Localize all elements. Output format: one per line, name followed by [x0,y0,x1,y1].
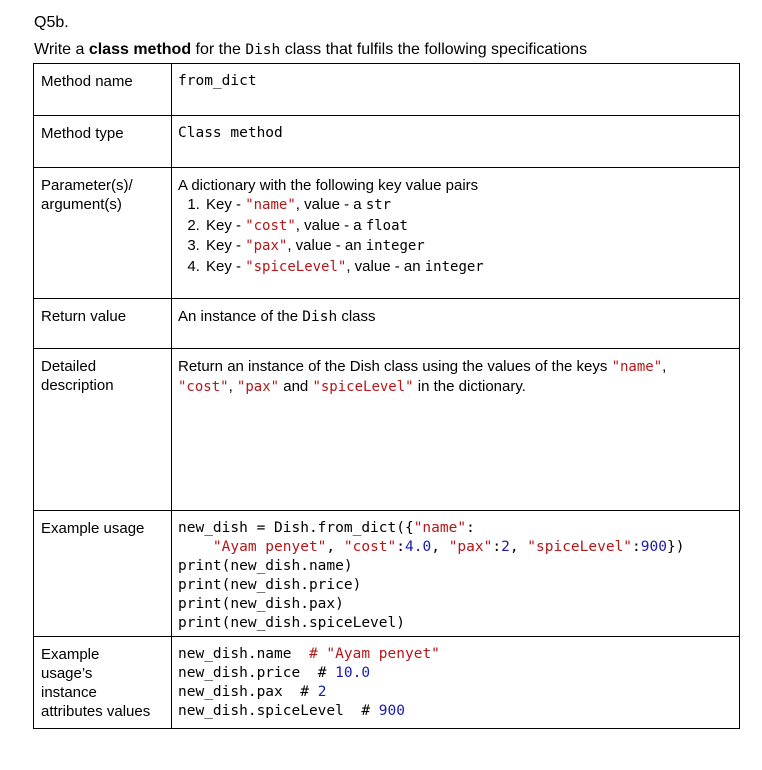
code-string: "pax" [448,539,493,555]
param-type: integer [424,258,484,275]
params-list [178,195,739,277]
code-line [178,645,739,664]
code-line: print(new_dish.spiceLevel) [178,615,405,631]
code-comment-hash: # [300,684,318,700]
detailed-text-part: in the dictionary. [413,378,526,395]
code-number: 2 [317,684,327,700]
param-type: str [365,197,392,213]
param-type: integer [365,238,425,254]
example-values-label-line: instance [41,684,97,701]
params-item [204,216,739,237]
example-values-code [172,637,739,721]
intro-text: for the [191,41,246,58]
code-token: new_dish.name [178,646,309,662]
code-token: new_dish.pax [178,684,301,700]
params-value [172,168,739,277]
code-comment: # "Ayam penyet" [308,646,440,662]
example-values-label-line: Example [41,646,100,663]
question-instruction [34,41,587,59]
method-name-value: from_dict [178,73,257,89]
method-type-label: Method type [41,125,124,142]
example-values-label-line: attributes values [41,703,151,720]
row-example-usage [34,511,740,637]
param-key: "name" [245,197,296,213]
method-name-label: Method name [41,73,133,90]
return-value-text [172,299,739,327]
detailed-label-line: Detailed [41,358,97,375]
key-prefix: Key - [206,237,246,254]
row-method-type [34,116,740,168]
code-token: , [431,539,449,555]
params-item [204,195,739,216]
detailed-label [34,349,171,395]
return-value-label: Return value [41,308,127,325]
code-string: "name" [413,520,467,536]
code-number: 2 [501,539,510,555]
code-comment-hash: # [361,703,379,719]
intro-class-name: Dish [245,42,281,58]
code-number: 900 [378,703,405,719]
param-type: float [365,217,408,234]
method-type-value: Class method [178,125,283,141]
detailed-text-part: , [662,358,667,375]
row-detailed-description [34,349,740,511]
detailed-key: "spiceLevel" [312,379,414,395]
detailed-text-part: , [228,378,237,395]
key-prefix: Key - [206,196,246,213]
code-token: }) [666,539,685,555]
row-return-value [34,299,740,349]
row-method-name [34,64,740,116]
detailed-text-part: Return an instance of the Dish class using the values of the keys [178,358,612,375]
code-line [178,664,739,683]
return-text: class [337,308,376,325]
code-token: , [326,539,344,555]
row-parameters [34,168,740,299]
detailed-label-line: description [41,377,114,394]
example-values-label [34,637,171,721]
code-token: , [509,539,528,555]
code-line [178,702,739,721]
question-label: Q5b. [34,14,69,31]
params-label-line: argument(s) [41,196,122,213]
param-desc: , value - an [346,257,425,275]
code-string: "spiceLevel" [527,539,633,555]
return-class-name: Dish [302,309,338,325]
code-token: new_dish = Dish.from_dict({ [178,520,414,536]
params-item [204,257,739,278]
code-line: print(new_dish.price) [178,577,362,593]
return-text: An instance of the [178,308,303,325]
code-string: "Ayam penyet" [212,539,327,555]
intro-text: Write a [34,41,89,58]
code-token: : [632,539,641,555]
code-number: 4.0 [405,539,432,555]
params-label [34,168,171,214]
intro-bold: class method [88,41,192,58]
code-token: : [466,520,475,536]
code-token: : [492,539,502,555]
example-values-label-line: usage’s [41,665,93,682]
example-usage-label: Example usage [41,520,145,537]
param-desc: , value - a [295,216,366,234]
code-number: 900 [640,539,667,555]
param-key: "pax" [245,238,288,254]
key-prefix: Key - [206,257,246,275]
detailed-key: "name" [611,359,663,375]
params-intro: A dictionary with the following key value pairs [178,177,479,194]
intro-text: class that fulfils the following specifications [280,41,588,58]
code-token: : [396,539,406,555]
spec-table [33,63,740,729]
code-string: "cost" [343,539,397,555]
code-line [178,538,739,557]
code-number: 10.0 [335,665,371,681]
code-line [178,519,739,538]
code-comment-hash: # [317,665,336,681]
code-line: print(new_dish.pax) [178,596,344,612]
detailed-text-part: and [279,378,313,395]
code-indent [178,539,213,555]
code-line [178,683,739,702]
param-key: "spiceLevel" [245,258,347,275]
key-prefix: Key - [206,216,246,234]
detailed-key: "cost" [178,379,229,395]
param-desc: , value - a [295,196,366,213]
params-item [204,236,739,257]
param-desc: , value - an [287,237,366,254]
code-token: new_dish.price [178,665,318,681]
param-key: "cost" [245,217,296,234]
code-token: new_dish.spiceLevel [178,703,362,719]
code-line: print(new_dish.name) [178,558,353,574]
detailed-key: "pax" [236,379,280,395]
params-label-line: Parameter(s)/ [41,177,133,194]
row-example-values [34,637,740,729]
detailed-text [172,349,739,397]
example-usage-code [172,511,739,633]
